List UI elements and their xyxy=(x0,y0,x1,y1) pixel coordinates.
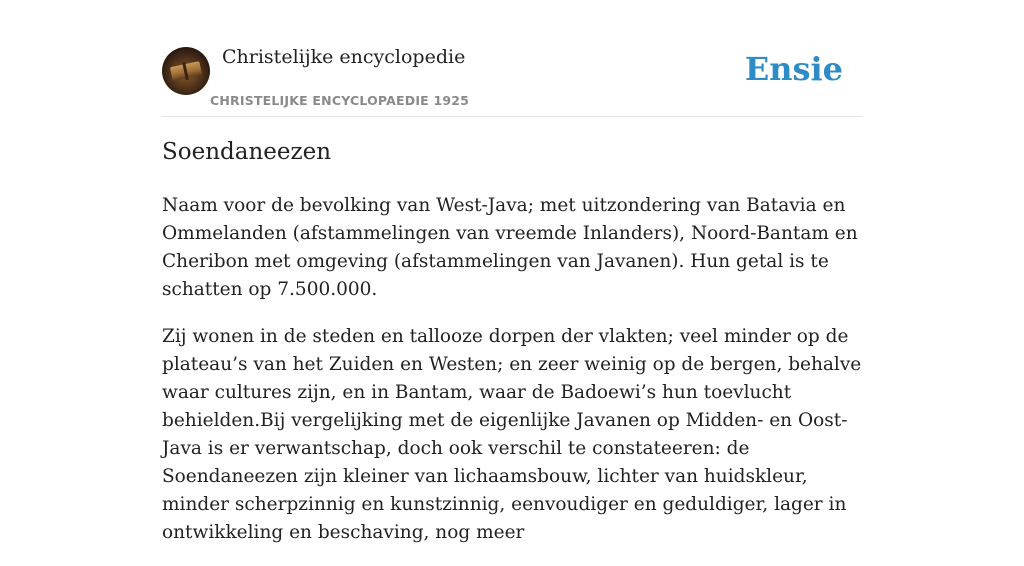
site-header xyxy=(162,46,862,117)
article-title: Soendaneezen xyxy=(162,139,332,165)
article-paragraph: Naam voor de bevolking van West-Java; met uitzondering van Batavia en Ommelanden (afstammelingen van vreemde Inlanders), Noord-Bantam en Cheribon met omgeving (afstammelingen van Javanen). Hun getal is te schatten op 7.500.000. xyxy=(162,195,858,300)
article-paragraph: Zij wonen in de steden en tallooze dorpen der vlakten; veel minder op de plateau’s van het Zuiden en Westen; en zeer weinig op de bergen, behalve waar cultures zijn, en in Bantam, waar de Badoewi’s hun toevlucht behielden.Bij vergelijking met de eigenlijke Javanen op Midden- en Oost-Java is er verwantschap, doch ook verschil te constateeren: de Soendaneezen zijn kleiner van lichaamsbouw, lichter van huidskleur, minder scherpzinnig en kunstzinnig, eenvoudiger en geduldiger, lager in ontwikkeling en beschaving, nog meer xyxy=(162,326,862,543)
site-subtitle: CHRISTELIJKE ENCYCLOPAEDIE 1925 xyxy=(210,93,470,108)
article-body xyxy=(162,192,862,566)
encyclopedia-avatar[interactable] xyxy=(162,47,210,95)
ensie-logo[interactable]: Ensie xyxy=(744,50,843,88)
site-title[interactable]: Christelijke encyclopedie xyxy=(222,46,466,68)
